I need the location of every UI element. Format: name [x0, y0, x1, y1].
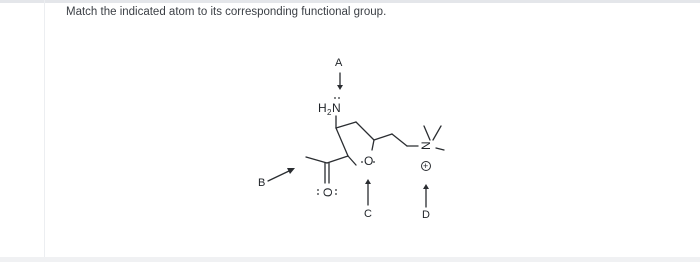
bottom-border — [0, 257, 700, 262]
arrow-b — [268, 171, 289, 181]
methyl-bond-3 — [436, 148, 444, 150]
ring-bond-2 — [356, 122, 374, 140]
carbonyl-oxygen: O — [321, 187, 335, 197]
methyl-bond-1 — [424, 126, 430, 140]
amine-subscript: 2 — [327, 108, 332, 117]
label-d: D — [422, 209, 430, 221]
amine-n: N — [332, 101, 341, 115]
ring-bond-3 — [372, 140, 374, 150]
ring-o-lone-pair-2 — [373, 161, 375, 163]
carbonyl-o-lone-pair-2 — [317, 193, 319, 195]
amine-h: H — [318, 101, 327, 115]
amine-lone-pair-1 — [334, 97, 336, 99]
arrowhead-c — [365, 179, 371, 184]
arrowhead-a — [337, 85, 343, 90]
question-prompt: Match the indicated atom to its corresponding functional group. — [66, 6, 387, 18]
ring-oxygen: O — [364, 154, 374, 168]
ring-bond-4 — [348, 156, 356, 165]
carbonyl-o-lone-pair-1 — [317, 189, 319, 191]
label-b: B — [258, 177, 266, 189]
carbonyl-o-lone-pair-3 — [335, 189, 337, 191]
ammonium-n: N — [419, 141, 433, 150]
label-c: C — [364, 208, 372, 220]
ring-bond-5 — [336, 128, 348, 156]
ring-bond-1 — [336, 122, 356, 128]
positive-charge: + — [423, 161, 429, 171]
label-a: A — [335, 57, 343, 69]
carbonyl-o-lone-pair-4 — [335, 193, 337, 195]
amine-lone-pair-2 — [338, 97, 340, 99]
methyl-bond-2 — [433, 126, 441, 140]
acetyl-methyl-bond — [306, 157, 327, 163]
chain-bond-1 — [374, 134, 392, 140]
carbonyl-link-bond — [327, 156, 348, 163]
arrowhead-d — [423, 184, 429, 189]
ring-o-lone-pair-1 — [361, 161, 363, 163]
chain-bond-2 — [392, 134, 407, 146]
